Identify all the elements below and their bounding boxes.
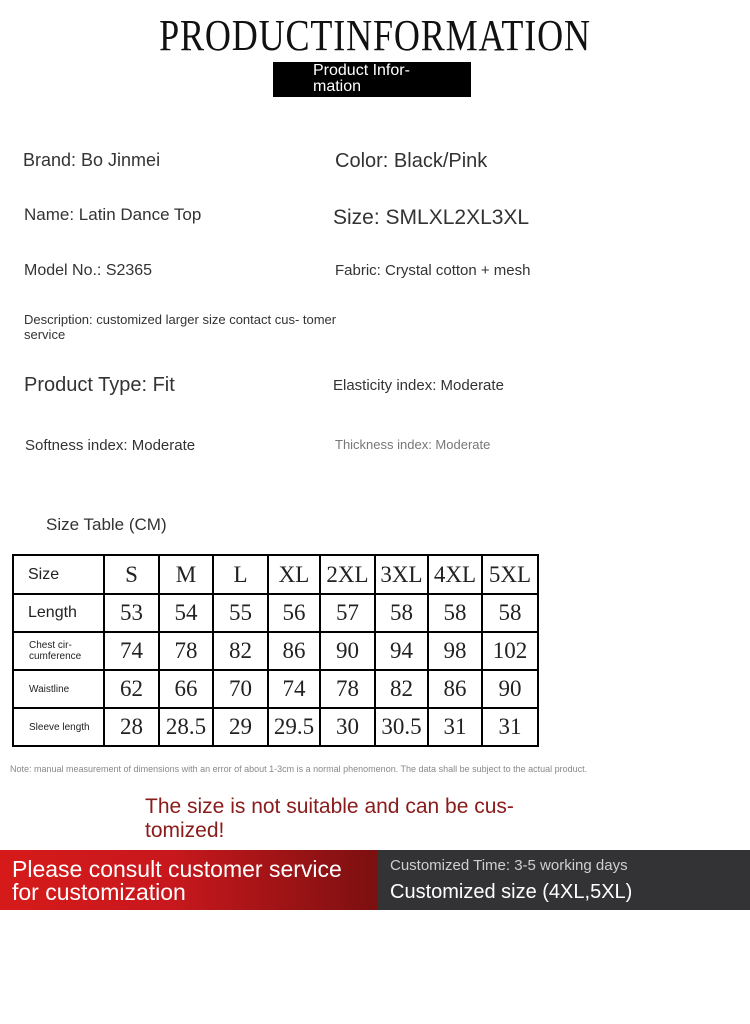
size-header-cell: 4XL [428,555,482,594]
customized-time: Customized Time: 3-5 working days [390,857,628,874]
softness-info: Softness index: Moderate [25,437,196,454]
table-cell: 30 [320,708,375,746]
table-cell: 28.5 [159,708,213,746]
color-info: Color: Black/Pink [335,150,488,172]
row-label-waistline: Waistline [13,670,104,708]
page-title: PRODUCTINFORMATION [159,11,591,60]
table-cell: 29 [213,708,268,746]
subtitle-text: Product Infor- mation [313,62,410,95]
size-info: Size: SMLXL2XL3XL [333,206,530,229]
table-row [13,670,538,708]
fabric-info: Fabric: Crystal cotton + mesh [335,262,531,279]
table-cell: 90 [482,670,538,708]
name-info: Name: Latin Dance Top [24,205,202,224]
table-cell: 56 [268,594,320,632]
brand-info: Brand: Bo Jinmei [23,150,161,170]
table-cell: 55 [213,594,268,632]
row-label-sleeve: Sleeve length [13,708,104,746]
size-table [12,554,539,747]
size-header-cell: L [213,555,268,594]
thickness-info: Thickness index: Moderate [335,437,491,452]
table-cell: 94 [375,632,428,670]
customization-info-banner [377,850,750,910]
table-cell: 102 [482,632,538,670]
table-cell: 70 [213,670,268,708]
size-header-cell: 3XL [375,555,428,594]
table-row [13,708,538,746]
size-header-row [13,555,538,594]
table-cell: 54 [159,594,213,632]
table-cell: 86 [428,670,482,708]
size-table-title: Size Table (CM) [46,515,167,534]
table-cell: 58 [482,594,538,632]
model-info: Model No.: S2365 [24,262,153,279]
table-cell: 28 [104,708,159,746]
size-header-cell: 5XL [482,555,538,594]
table-row [13,632,538,670]
table-row [13,594,538,632]
customized-sizes: Customized size (4XL,5XL) [390,881,633,903]
table-cell: 31 [428,708,482,746]
size-header-label: Size [13,555,104,594]
row-label-chest: Chest cir- cumference [13,632,104,670]
table-cell: 82 [213,632,268,670]
consult-text: Please consult customer service for customization [12,856,342,905]
table-cell: 66 [159,670,213,708]
table-cell: 74 [104,632,159,670]
table-cell: 62 [104,670,159,708]
table-cell: 98 [428,632,482,670]
table-cell: 82 [375,670,428,708]
table-cell: 29.5 [268,708,320,746]
table-cell: 53 [104,594,159,632]
table-cell: 58 [428,594,482,632]
product-type-info: Product Type: Fit [24,374,175,396]
size-header-cell: S [104,555,159,594]
table-cell: 86 [268,632,320,670]
description-info: Description: customized larger size contact cus- tomer service [24,312,337,342]
elasticity-info: Elasticity index: Moderate [333,377,504,394]
table-cell: 58 [375,594,428,632]
measurement-note: Note: manual measurement of dimensions with an error of about 1-3cm is a normal phenomenon. The data shall be subject to the actual product. [10,764,588,774]
size-header-cell: XL [268,555,320,594]
table-cell: 74 [268,670,320,708]
table-cell: 30.5 [375,708,428,746]
table-cell: 90 [320,632,375,670]
size-header-cell: 2XL [320,555,375,594]
table-cell: 31 [482,708,538,746]
table-cell: 78 [320,670,375,708]
table-cell: 57 [320,594,375,632]
size-header-cell: M [159,555,213,594]
table-cell: 78 [159,632,213,670]
consult-banner [0,850,377,910]
customization-note: The size is not suitable and can be cus- tomized! [145,795,514,842]
row-label-length: Length [13,594,104,632]
subtitle-banner [273,62,471,97]
